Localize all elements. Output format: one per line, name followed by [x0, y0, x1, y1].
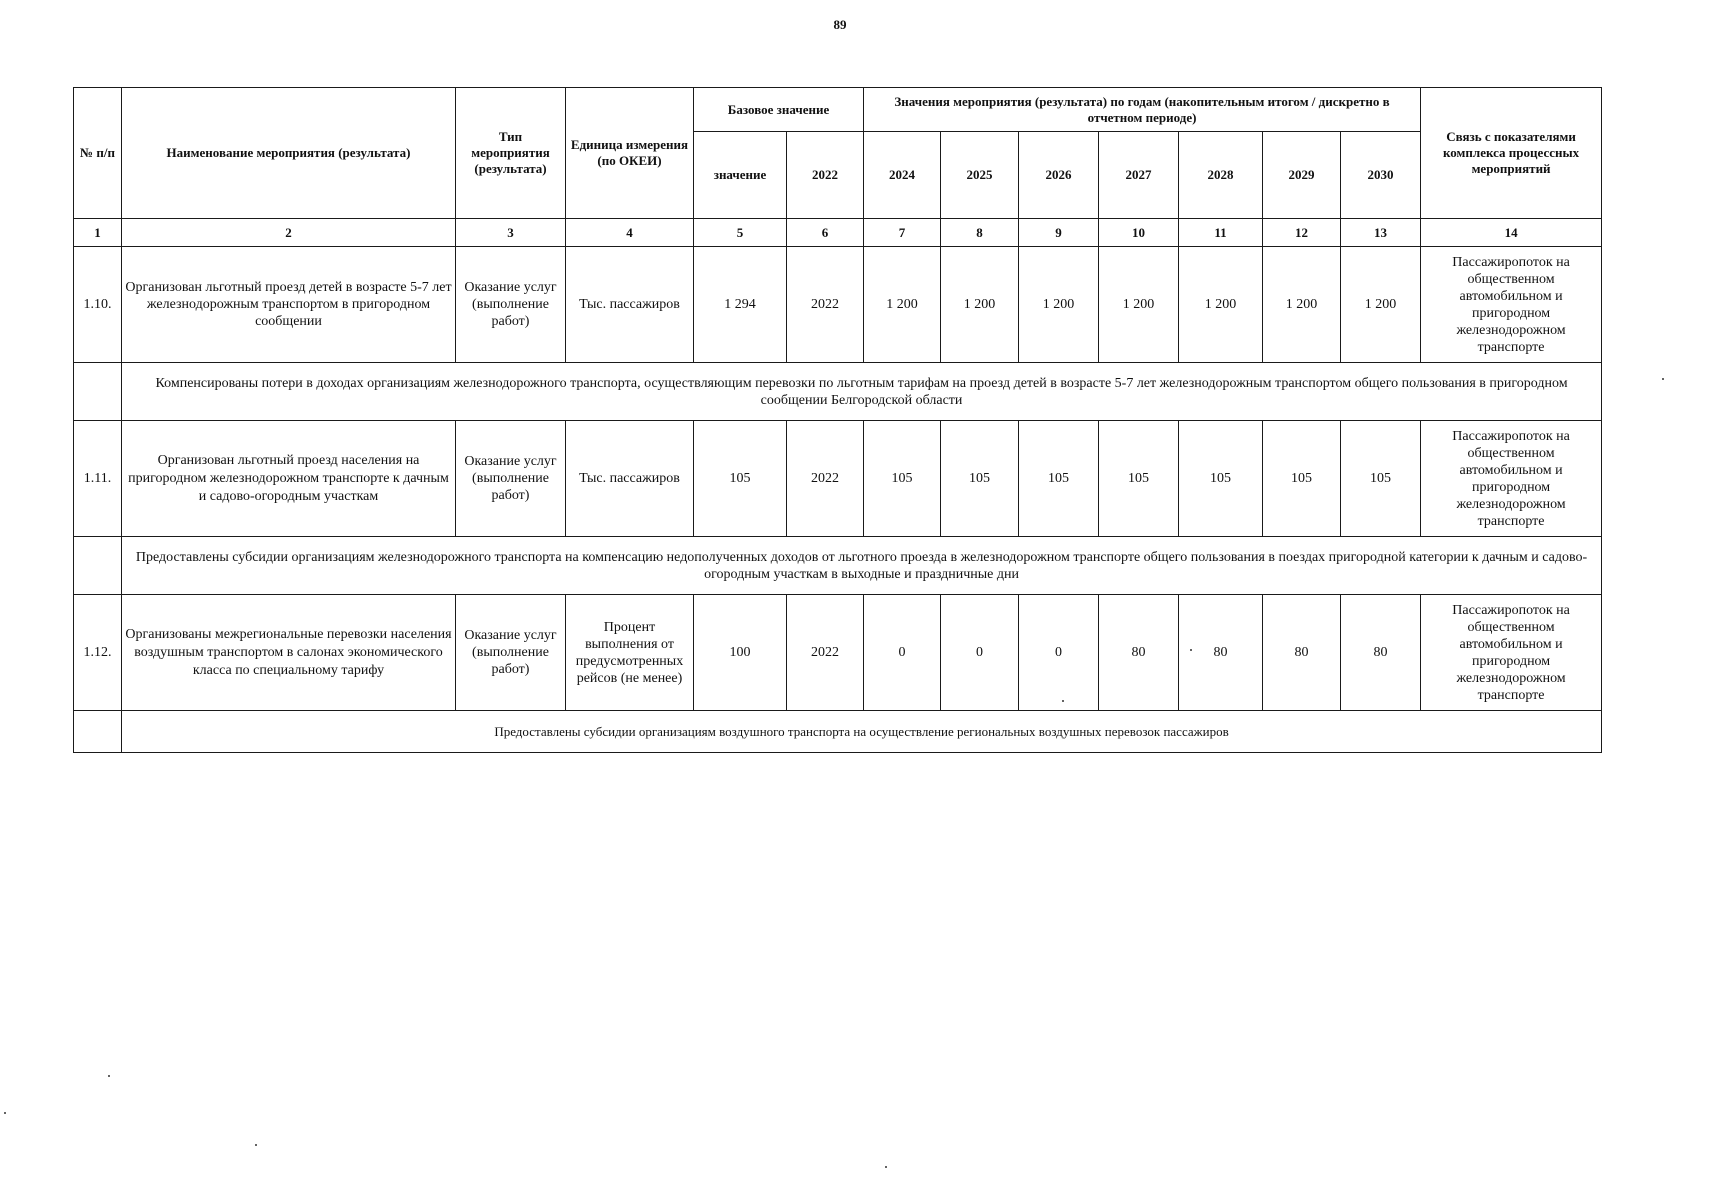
row-year-value: 1 200 [941, 247, 1019, 363]
header-base-value: значение [694, 132, 787, 219]
row-note: Предоставлены субсидии организациям воздушного транспорта на осуществление региональных воздушных перевозок пассажиров [122, 711, 1602, 753]
column-index: 7 [864, 219, 941, 247]
column-index: 1 [74, 219, 122, 247]
row-year-value: 0 [864, 595, 941, 711]
row-year-value: 105 [941, 421, 1019, 537]
scan-speck [4, 1112, 6, 1114]
row-year-value: 105 [1019, 421, 1099, 537]
row-link: Пассажиропоток на общественном автомобильном и пригородном железнодорожном транспорте [1421, 247, 1602, 363]
header-years-group: Значения мероприятия (результата) по годам (накопительным итогом / дискретно в отчетном периоде) [864, 88, 1421, 132]
row-year-value: 0 [941, 595, 1019, 711]
table-row [74, 595, 1602, 711]
column-index: 6 [787, 219, 864, 247]
row-unit: Тыс. пассажиров [566, 421, 694, 537]
table-row [74, 247, 1602, 363]
column-index: 14 [1421, 219, 1602, 247]
row-num: 1.12. [74, 595, 122, 711]
column-index: 4 [566, 219, 694, 247]
table-note-row [74, 363, 1602, 421]
column-index: 10 [1099, 219, 1179, 247]
row-base-value: 105 [694, 421, 787, 537]
row-year-value: 1 200 [1263, 247, 1341, 363]
row-year-value: 1 200 [1341, 247, 1421, 363]
row-year-value: 105 [1263, 421, 1341, 537]
column-index: 13 [1341, 219, 1421, 247]
table-note-row [74, 711, 1602, 753]
row-name: Организован льготный проезд детей в возрасте 5-7 лет железнодорожным транспортом в пригородном сообщении [122, 247, 456, 363]
header-year: 2024 [864, 132, 941, 219]
header-type: Тип мероприятия (результата) [456, 88, 566, 219]
column-index: 11 [1179, 219, 1263, 247]
header-base-year: 2022 [787, 132, 864, 219]
row-note: Компенсированы потери в доходах организациям железнодорожного транспорта, осуществляющим перевозки по льготным тарифам на проезд детей в возрасте 5-7 лет железнодорожным транспортом общего пользования в пригородном сообщении Белгородской области [122, 363, 1602, 421]
header-name: Наименование мероприятия (результата) [122, 88, 456, 219]
header-link: Связь с показателями комплекса процессных мероприятий [1421, 88, 1602, 219]
activities-table [73, 87, 1602, 753]
scan-speck [1190, 649, 1192, 651]
row-year-value: 1 200 [1179, 247, 1263, 363]
row-year-value: 80 [1099, 595, 1179, 711]
note-empty-cell [74, 363, 122, 421]
row-year-value: 1 200 [1099, 247, 1179, 363]
header-year: 2028 [1179, 132, 1263, 219]
row-base-year: 2022 [787, 247, 864, 363]
row-year-value: 80 [1341, 595, 1421, 711]
row-year-value: 1 200 [1019, 247, 1099, 363]
header-unit: Единица измерения (по ОКЕИ) [566, 88, 694, 219]
header-num: № п/п [74, 88, 122, 219]
row-year-value: 105 [1179, 421, 1263, 537]
column-index: 8 [941, 219, 1019, 247]
note-empty-cell [74, 537, 122, 595]
row-unit: Процент выполнения от предусмотренных рейсов (не менее) [566, 595, 694, 711]
header-year: 2027 [1099, 132, 1179, 219]
row-year-value: 105 [1099, 421, 1179, 537]
note-empty-cell [74, 711, 122, 753]
column-index: 3 [456, 219, 566, 247]
header-base: Базовое значение [694, 88, 864, 132]
row-type: Оказание услуг (выполнение работ) [456, 595, 566, 711]
row-year-value: 1 200 [864, 247, 941, 363]
scan-speck [108, 1075, 110, 1077]
row-type: Оказание услуг (выполнение работ) [456, 421, 566, 537]
column-index: 5 [694, 219, 787, 247]
scan-speck [885, 1166, 887, 1168]
row-link: Пассажиропоток на общественном автомобильном и пригородном железнодорожном транспорте [1421, 421, 1602, 537]
row-base-value: 100 [694, 595, 787, 711]
row-year-value: 0 [1019, 595, 1099, 711]
row-base-year: 2022 [787, 595, 864, 711]
header-year: 2030 [1341, 132, 1421, 219]
row-num: 1.11. [74, 421, 122, 537]
row-year-value: 80 [1263, 595, 1341, 711]
table-note-row [74, 537, 1602, 595]
row-year-value: 105 [1341, 421, 1421, 537]
column-index: 9 [1019, 219, 1099, 247]
row-year-value: 105 [864, 421, 941, 537]
row-base-year: 2022 [787, 421, 864, 537]
row-link: Пассажиропоток на общественном автомобильном и пригородном железнодорожном транспорте [1421, 595, 1602, 711]
row-unit: Тыс. пассажиров [566, 247, 694, 363]
scan-speck [255, 1144, 257, 1146]
table-row [74, 421, 1602, 537]
header-year: 2029 [1263, 132, 1341, 219]
header-year: 2025 [941, 132, 1019, 219]
page-number: 89 [833, 17, 847, 32]
row-note: Предоставлены субсидии организациям железнодорожного транспорта на компенсацию недополученных доходов от льготного проезда в железнодорожном транспорте общего пользования в поездах пригородной категории к дачным и садово-огородным участкам в выходные и праздничные дни [122, 537, 1602, 595]
row-type: Оказание услуг (выполнение работ) [456, 247, 566, 363]
scan-speck [1062, 700, 1064, 702]
column-index-row [74, 219, 1602, 247]
header-year: 2026 [1019, 132, 1099, 219]
row-base-value: 1 294 [694, 247, 787, 363]
scan-speck [1662, 378, 1664, 380]
row-num: 1.10. [74, 247, 122, 363]
row-name: Организован льготный проезд населения на пригородном железнодорожном транспорте к дачным и садово-огородным участкам [122, 421, 456, 537]
column-index: 12 [1263, 219, 1341, 247]
row-year-value: 80 [1179, 595, 1263, 711]
row-name: Организованы межрегиональные перевозки населения воздушным транспортом в салонах экономического класса по специальному тарифу [122, 595, 456, 711]
column-index: 2 [122, 219, 456, 247]
